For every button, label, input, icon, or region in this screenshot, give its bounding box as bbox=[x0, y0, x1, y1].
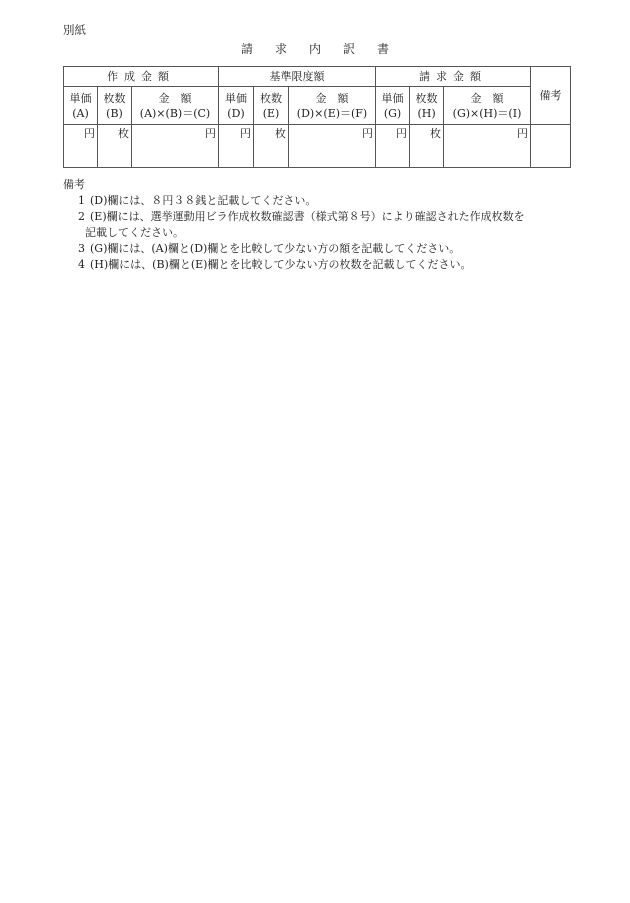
note-number: 4 bbox=[78, 258, 85, 271]
note-item bbox=[63, 209, 525, 225]
entry-cell[interactable]: 円 bbox=[376, 125, 410, 168]
subheader-label: 金 額 bbox=[470, 91, 504, 105]
subheader-code: (A) bbox=[72, 106, 89, 120]
entry-cell[interactable]: 円 bbox=[132, 125, 219, 168]
attachment-label: 別紙 bbox=[63, 23, 86, 37]
subheader-cell bbox=[444, 87, 531, 125]
note-number: 1 bbox=[78, 194, 85, 207]
subheader-label: 枚数 bbox=[415, 91, 438, 105]
subheader-label: 金 額 bbox=[315, 91, 349, 105]
subheader-label: 単価 bbox=[69, 91, 92, 105]
note-item bbox=[63, 241, 525, 257]
title-char: 書 bbox=[377, 42, 390, 56]
title-char: 求 bbox=[274, 42, 287, 56]
entry-cell[interactable]: 枚 bbox=[254, 125, 289, 168]
subheader-label: 金 額 bbox=[158, 91, 192, 105]
subheader-cell bbox=[376, 87, 410, 125]
subheader-cell bbox=[254, 87, 289, 125]
note-number: 3 bbox=[78, 242, 85, 255]
subheader-cell bbox=[410, 87, 444, 125]
entry-cell[interactable]: 枚 bbox=[98, 125, 132, 168]
subheader-cell bbox=[132, 87, 219, 125]
note-item bbox=[63, 257, 525, 273]
note-item bbox=[63, 193, 525, 209]
entry-cell[interactable]: 円 bbox=[64, 125, 98, 168]
subheader-code: (B) bbox=[106, 106, 123, 120]
subheader-label: 単価 bbox=[381, 91, 404, 105]
remarks-header: 備考 bbox=[531, 67, 571, 125]
subheader-label: 枚数 bbox=[260, 91, 282, 105]
subheader-cell bbox=[98, 87, 132, 125]
note-text: (D)欄には、８円３８銭と記載してください。 bbox=[90, 194, 317, 207]
group-header-claim: 請求金額 bbox=[376, 67, 531, 87]
subheader-cell bbox=[219, 87, 254, 125]
note-number: 2 bbox=[78, 210, 85, 223]
notes-section bbox=[63, 177, 525, 273]
note-text: (E)欄には、選挙運動用ビラ作成枚数確認書（様式第８号）により確認された作成枚数を bbox=[90, 210, 525, 223]
subheader-code: (A)×(B)＝(C) bbox=[139, 106, 211, 120]
group-header-limit: 基準限度額 bbox=[219, 67, 376, 87]
note-continuation: 記載してください。 bbox=[85, 226, 184, 239]
subheader-code: (G) bbox=[383, 106, 402, 120]
subheader-label: 単価 bbox=[225, 91, 247, 105]
subheader-cell bbox=[289, 87, 376, 125]
entry-cell[interactable]: 枚 bbox=[410, 125, 444, 168]
subheader-cell bbox=[64, 87, 98, 125]
subheader-code: (H) bbox=[417, 106, 436, 120]
subheader-code: (D) bbox=[227, 106, 245, 120]
subheader-label: 枚数 bbox=[103, 91, 126, 105]
document-title bbox=[0, 40, 630, 57]
group-header-production: 作成金額 bbox=[64, 67, 219, 87]
entry-cell[interactable]: 円 bbox=[289, 125, 376, 168]
remarks-cell[interactable] bbox=[531, 125, 571, 168]
title-char: 請 bbox=[240, 42, 253, 56]
title-char: 内 bbox=[308, 42, 321, 56]
subheader-code: (D)×(E)＝(F) bbox=[296, 106, 368, 120]
note-text: (G)欄には、(A)欄と(D)欄とを比較して少ない方の額を記載してください。 bbox=[90, 242, 461, 255]
entry-cell[interactable]: 円 bbox=[444, 125, 531, 168]
invoice-breakdown-table bbox=[63, 66, 571, 168]
note-text: (H)欄には、(B)欄と(E)欄とを比較して少ない方の枚数を記載してください。 bbox=[90, 258, 472, 271]
title-char: 訳 bbox=[343, 42, 356, 56]
notes-heading: 備考 bbox=[63, 178, 85, 191]
subheader-code: (G)×(H)＝(I) bbox=[452, 106, 522, 120]
subheader-code: (E) bbox=[262, 106, 280, 120]
entry-cell[interactable]: 円 bbox=[219, 125, 254, 168]
